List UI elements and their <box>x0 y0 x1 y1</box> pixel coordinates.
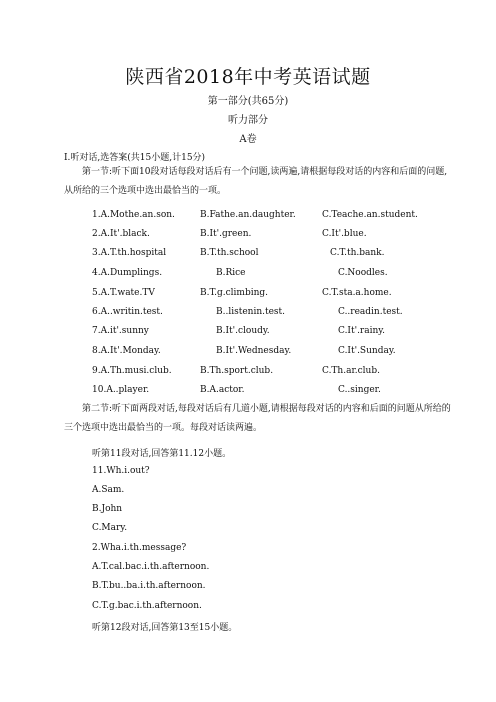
choice-2a: 2.A.It'.black. <box>92 229 150 239</box>
choice-4c: C.Noodles. <box>338 268 388 278</box>
q11-option-c: C.Mary. <box>92 523 128 533</box>
choice-7a: 7.A.it'.sunny <box>92 326 149 336</box>
q12-option-a: A.T.cal.bac.i.th.afternoon. <box>92 562 210 572</box>
q12-option-c: C.T.g.bac.i.th.afternoon. <box>92 601 202 611</box>
choice-8b: B.It'.Wednesday. <box>216 346 292 356</box>
choice-10b: B.A.actor. <box>200 385 245 395</box>
choice-4b: B.Rice <box>216 268 246 278</box>
section-heading: 听力部分 <box>228 115 268 126</box>
dialog11-intro: 听第11段对话,回答第11.12小题。 <box>92 449 232 459</box>
choice-2c: C.It'.blue. <box>322 229 367 239</box>
choice-6c: C..readin.test. <box>338 307 403 317</box>
section1-instructions: 第一节:听下面10段对话每段对话后有一个问题,读两遍,请根据每段对话的内容和后面的问题,从所给的三个选项中选出最恰当的一项。 <box>64 167 448 196</box>
q11-option-a: A.Sam. <box>92 485 125 495</box>
choice-5a: 5.A.T.wate.TV <box>92 288 155 298</box>
section2-instructions: 第二节:听下面两段对话,每段对话后有几道小题,请根据每段对话的内容和后面的问题从所给的三个选项中选出最恰当的一项。每段对话读两遍。 <box>64 404 451 433</box>
volume-heading: A卷 <box>239 134 257 145</box>
choice-1a: 1.A.Mothe.an.son. <box>92 210 175 220</box>
choice-9a: 9.A.Th.musi.club. <box>92 366 172 376</box>
choice-3c: C.T.th.bank. <box>330 248 385 258</box>
choice-1b: B.Fathe.an.daughter. <box>200 210 296 220</box>
page-title: 陕西省2018年中考英语试题 <box>125 66 371 88</box>
choice-10a: 10.A..player. <box>92 385 150 395</box>
question-11: 11.Wh.i.out? <box>92 466 150 476</box>
q11-option-b: B.John <box>92 504 123 514</box>
choice-5c: C.T.sta.a.home. <box>322 288 392 298</box>
question-12: 2.Wha.i.th.message? <box>92 543 187 553</box>
choice-2b: B.It'.green. <box>200 229 252 239</box>
choice-8a: 8.A.It'.Monday. <box>92 346 161 356</box>
choice-1c: C.Teache.an.student. <box>322 210 418 220</box>
choice-5b: B.T.g.climbing. <box>200 288 269 298</box>
choice-7b: B.It'.cloudy. <box>216 326 270 336</box>
choice-3b: B.T.th.school <box>200 248 259 258</box>
choice-9c: C.Th.ar.club. <box>322 366 380 376</box>
choice-9b: B.Th.sport.club. <box>200 366 274 376</box>
choice-10c: C..singer. <box>338 385 381 395</box>
choice-6b: B..listenin.test. <box>216 307 286 317</box>
choice-7c: C.It'.rainy. <box>338 326 386 336</box>
part-heading: 第一部分(共65分) <box>207 96 289 107</box>
q12-option-b: B.T.bu..ba.i.th.afternoon. <box>92 581 206 591</box>
choice-4a: 4.A.Dumplings. <box>92 268 163 278</box>
choice-3a: 3.A.T.th.hospital <box>92 248 167 258</box>
choice-8c: C.It'.Sunday. <box>338 346 396 356</box>
choice-6a: 6.A..writin.test. <box>92 307 163 317</box>
section1-heading: I.听对话,选答案(共15小题,计15分) <box>64 153 206 163</box>
dialog12-intro: 听第12段对话,回答第13至15小题。 <box>92 623 238 633</box>
